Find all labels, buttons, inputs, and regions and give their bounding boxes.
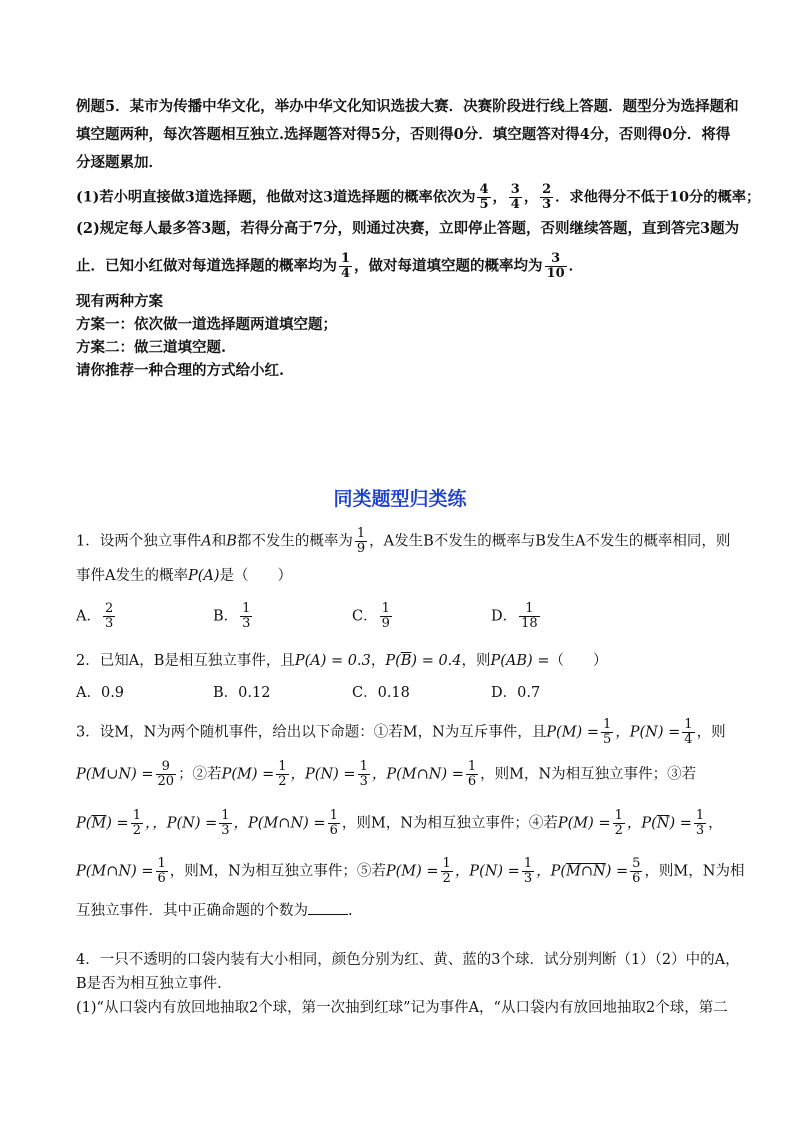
denominator: 6 [632,871,641,886]
numerator: 1 [525,601,534,616]
fraction [630,857,642,886]
fraction [276,760,288,789]
denominator: 2 [278,774,287,789]
numerator: 1 [523,856,533,871]
numerator: 1 [602,717,612,732]
numerator: 1 [684,717,693,732]
p3-l4-pibar-post: ) = [605,863,629,880]
denominator: 10 [546,266,565,281]
p1-line2-end: 是（ ） [219,568,293,584]
example5-question1 [76,183,760,212]
numerator: 1 [329,808,338,823]
plan-ask: 请你推荐一种合理的方式给小红. [76,362,285,379]
separator: ， [523,189,539,206]
denominator: 3 [359,774,368,789]
p3-l5-end: . [348,903,353,919]
denominator: 5 [479,197,489,212]
q1-fraction-3 [540,183,553,212]
denominator: 4 [684,732,693,747]
p3-l2-text: ；②若 [178,766,222,783]
numerator: 9 [161,759,170,774]
numerator: 5 [632,856,641,871]
p3-l4-pm: P(M) = [385,863,439,880]
denominator: 6 [329,823,338,838]
p2-option-b[interactable]: B．0.12 [213,685,271,701]
numerator: 1 [381,601,390,616]
option-fraction [103,602,115,631]
denominator: 3 [221,823,230,838]
option-label: B． [213,608,239,625]
p3-l3-pm2: P(M) = [557,815,611,832]
p3-l2-pm: P(M) = [221,766,275,783]
option-label: C． [352,608,378,625]
p3-l3-pn: ，，P(N) = [144,815,218,832]
event-a: A [201,533,212,550]
problem1-line1 [76,527,730,556]
p3-l4-pibar-pre: ，P( [536,863,567,880]
problem3-line3 [76,809,723,838]
denominator: 3 [104,616,114,631]
numerator: 1 [132,808,141,823]
denominator: 2 [132,823,141,838]
numerator: 4 [479,182,489,197]
p3-l5-text: 互独立事件．其中正确命题的个数为 [76,903,308,919]
q1-fraction-1 [477,183,490,212]
p3-l3-end: ， [708,815,723,832]
p1-mid2: ，A发生B不发生的概率与B发生A不发生的概率相同，则 [369,533,731,550]
denominator: 6 [157,871,166,886]
p1-fraction [355,527,367,556]
p3-l2-pu: P(M∪N) = [76,766,154,783]
p1-and: 和 [211,533,227,550]
numerator: 1 [695,808,705,823]
p2-pb-post: ) = 0.4 [411,653,462,669]
option-fraction [519,602,540,631]
m-complement: $\overline{M}$ [91,815,107,832]
p3-l1-end: ，则 [696,724,726,741]
p3-l2-pi: ，P(M∩N) = [371,766,464,783]
denominator: 18 [521,616,538,631]
fraction [131,809,143,838]
problem3-line5 [76,900,353,921]
numerator: 2 [542,182,552,197]
fraction [522,857,534,886]
numerator: 1 [442,856,451,871]
numerator: 1 [467,759,477,774]
denominator: 9 [381,616,390,631]
problem1-line2 [76,566,292,586]
p3-l3-pi: ，P(M∩N) = [233,815,326,832]
p1-option-d[interactable] [491,602,542,631]
fraction [466,760,478,789]
fraction [358,760,370,789]
p3-l4-pn: ，P(N) = [454,863,520,880]
p3-l2-pn: ，P(N) = [290,766,356,783]
numerator: 1 [278,759,287,774]
example5-question2-line1: (2)规定每人最多答3题，若得分高于7分，则通过决赛，立即停止答题，否则继续答题，直到答完3题为 [76,220,740,237]
answer-blank[interactable] [308,900,348,915]
fraction [156,857,168,886]
q2-mid: ，做对每道填空题的概率均为 [354,257,543,275]
denominator: 3 [523,871,533,886]
denominator: 3 [242,616,251,631]
denominator: 6 [467,774,477,789]
denominator: 9 [356,541,366,556]
fraction [156,760,177,789]
p2-text1: 2．已知A，B是相互独立事件，且 [76,653,295,669]
option-fraction [380,602,392,631]
numerator: 1 [614,808,623,823]
fraction [219,809,231,838]
q2-fraction-1 [339,252,352,281]
plan-one: 方案一：依次做一道选择题两道填空题； [76,316,337,333]
p3-l1-pn: ，P(N) = [615,724,681,741]
denominator: 4 [510,197,520,212]
example5-line3: 分逐题累加． [76,154,163,171]
fraction [601,718,613,747]
p2-option-c[interactable]: C．0.18 [352,685,410,701]
p3-l2-end: ，则M，N为相互独立事件；③若 [480,766,697,783]
p3-l1-pm: P(M) = [546,724,599,741]
example5-line2: 填空题两种，每次答题相互独立.选择题答对得5分，否则得0分．填空题答对得4分，否则得0分．将得 [76,126,731,143]
q1-suffix: ．求他得分不低于10分的概率； [555,189,761,206]
problem3-line1 [76,718,726,747]
option-fraction [240,602,252,631]
p3-l4-pi: P(M∩N) = [76,863,154,880]
numerator: 1 [157,856,166,871]
separator: ， [492,189,507,206]
denominator: 4 [341,266,351,281]
p2-pa: P(A) = 0.3 [294,653,371,669]
p3-l1-text: 3．设M，N为两个随机事件，给出以下命题：①若M，N为互斥事件，且 [76,724,547,741]
p2-b-complement: $\overline{B}$ [400,653,412,669]
numerator: 2 [104,601,114,616]
p1-prefix: 1．设两个独立事件 [76,533,202,550]
numerator: 1 [242,601,251,616]
intersection-complement: M∩N [566,863,606,880]
p1-line2: 事件A发生的概率 [76,568,188,584]
numerator: 1 [341,251,351,266]
problem4-line1: 4．一只不透明的口袋内装有大小相同，颜色分别为红、黄、蓝的3个球．试分别判断（1）（2）中的A， [76,952,740,968]
q2-prefix: 止．已知小红做对每道选择题的概率均为 [76,257,337,275]
fraction [613,809,625,838]
p2-pab: P(AB) = [490,653,550,669]
denominator: 3 [542,197,552,212]
p2-text2: ，则 [461,653,491,669]
example5-line1: 例题5．某市为传播中华文化，举办中华文化知识选拔大赛．决赛阶段进行线上答题．题型分为选择题和 [76,98,739,115]
p1-mid1: 都不发生的概率为 [236,533,353,550]
fraction [328,809,340,838]
option-label: A． [76,608,101,625]
denominator: 3 [695,823,705,838]
denominator: 5 [602,732,612,747]
p3-l3-post: ) = [106,815,129,832]
problem4-line3: (1)“从口袋内有放回地抽取2个球，第一次抽到红球”记为事件A，“从口袋内有放回地抽取2个球，第二 [76,1000,728,1016]
p3-l4-text: ，则M，N为相互独立事件；⑤若 [169,863,386,880]
q2-end: ． [568,257,584,275]
p1-option-a[interactable] [76,602,117,631]
plan-intro: 现有两种方案 [76,293,163,310]
example5-question2-line2 [76,252,583,281]
numerator: 1 [356,526,366,541]
q1-prefix: (1)若小明直接做3道选择题，他做对这3道选择题的概率依次为 [76,189,476,206]
p3-l3-mid: ，则M，N为相互独立事件；④若 [341,815,558,832]
numerator: 3 [551,251,561,266]
option-label: D． [491,608,518,625]
p1-option-c[interactable] [352,602,394,631]
p2-text3: （ ） [549,653,608,669]
numerator: 1 [221,808,230,823]
problem3-line2 [76,760,696,789]
p2-option-a[interactable]: A．0.9 [76,685,125,701]
p3-l3-pnbar-post: ) = [669,815,692,832]
n-complement: $\overline{N}$ [656,815,670,832]
problem3-line4 [76,857,744,886]
q2-fraction-2 [545,252,567,281]
fraction [441,857,453,886]
p3-l4-end: ，则M，N为相 [644,863,745,880]
plan-two: 方案二：做三道填空题. [76,339,227,356]
p2-option-d[interactable]: D．0.7 [491,685,541,701]
problem2-line1 [76,651,607,671]
denominator: 20 [157,774,175,789]
problem4-line2: B是否为相互独立事件. [76,976,222,992]
fraction [694,809,706,838]
numerator: 1 [359,759,368,774]
p1-option-b[interactable] [213,602,254,631]
fraction [682,718,694,747]
denominator: 2 [442,871,451,886]
p3-l3-pnbar-pre: ，P( [626,815,657,832]
q1-fraction-2 [509,183,522,212]
p3-l3-pre: P( [76,815,92,832]
event-b: B [226,533,237,550]
section-title: 同类题型归类练 [333,488,467,510]
numerator: 3 [510,182,520,197]
p2-pb-pre: P( [385,653,401,669]
p1-pa: P(A) [187,568,220,584]
denominator: 2 [614,823,623,838]
p2-sep: ， [370,653,386,669]
